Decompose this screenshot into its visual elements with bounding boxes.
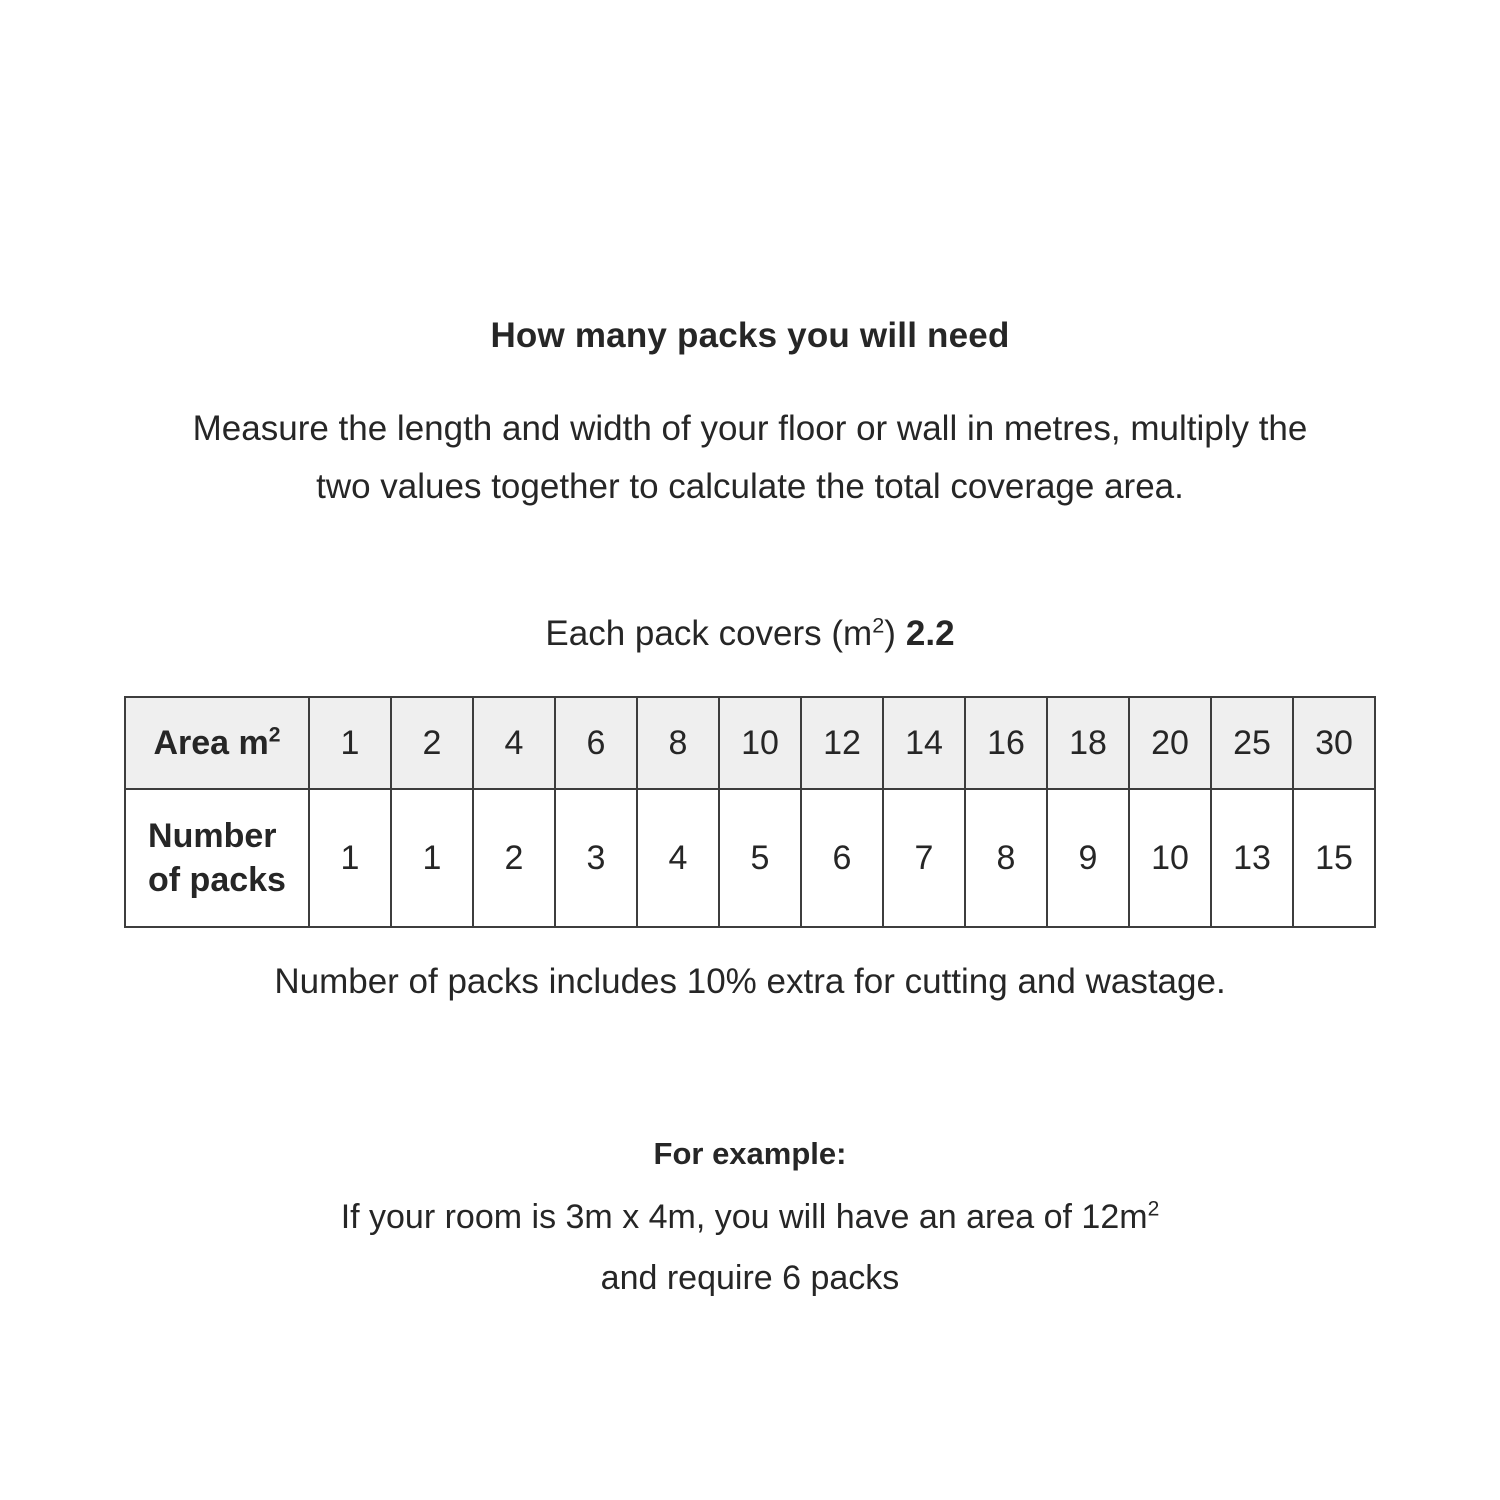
packs-value-cell: 8	[965, 789, 1047, 927]
packs-value-cell: 15	[1293, 789, 1375, 927]
packs-value-cell: 13	[1211, 789, 1293, 927]
wastage-note: Number of packs includes 10% extra for cutting and wastage.	[274, 962, 1226, 1001]
packs-header-label	[148, 814, 286, 902]
area-header-superscript: 2	[268, 723, 281, 747]
area-value-cell: 2	[391, 697, 473, 789]
coverage-label-suffix: )	[884, 614, 896, 653]
intro-paragraph	[0, 400, 1500, 516]
pack-coverage-line	[0, 614, 1500, 654]
packs-header-cell	[125, 789, 309, 927]
page-title: How many packs you will need	[490, 316, 1010, 355]
area-value-cell: 14	[883, 697, 965, 789]
coverage-superscript: 2	[872, 612, 885, 638]
packs-value-cell: 4	[637, 789, 719, 927]
coverage-value: 2.2	[905, 614, 955, 653]
area-value-cell: 12	[801, 697, 883, 789]
area-value-cell: 1	[309, 697, 391, 789]
packs-value-cell: 9	[1047, 789, 1129, 927]
packs-value-cell: 6	[801, 789, 883, 927]
area-value-cell: 25	[1211, 697, 1293, 789]
packs-header-line1: Number	[148, 817, 277, 855]
table-row-packs	[125, 789, 1375, 927]
area-value-cell: 20	[1129, 697, 1211, 789]
area-value-cell: 6	[555, 697, 637, 789]
packs-table	[124, 696, 1376, 928]
packs-value-cell: 1	[309, 789, 391, 927]
example-heading: For example:	[653, 1136, 847, 1171]
intro-line-2: two values together to calculate the total coverage area.	[316, 467, 1184, 506]
example-line-1	[0, 1198, 1500, 1237]
packs-value-cell: 10	[1129, 789, 1211, 927]
packs-header-line2: of packs	[148, 861, 286, 899]
area-value-cell: 10	[719, 697, 801, 789]
example-line-2: and require 6 packs	[600, 1259, 900, 1297]
area-header-label: Area m	[153, 723, 269, 762]
table-row-area	[125, 697, 1375, 789]
area-value-cell: 30	[1293, 697, 1375, 789]
packs-value-cell: 2	[473, 789, 555, 927]
example-superscript: 2	[1147, 1197, 1160, 1221]
area-header-cell	[125, 697, 309, 789]
area-value-cell: 4	[473, 697, 555, 789]
area-value-cell: 16	[965, 697, 1047, 789]
intro-line-1: Measure the length and width of your floor or wall in metres, multiply the	[192, 409, 1308, 448]
area-value-cell: 18	[1047, 697, 1129, 789]
packs-value-cell: 5	[719, 789, 801, 927]
area-value-cell: 8	[637, 697, 719, 789]
packs-value-cell: 7	[883, 789, 965, 927]
coverage-label-prefix: Each pack covers (m	[545, 614, 873, 653]
packs-value-cell: 1	[391, 789, 473, 927]
example-line1-text: If your room is 3m x 4m, you will have an area of 12m	[340, 1198, 1148, 1236]
packs-value-cell: 3	[555, 789, 637, 927]
